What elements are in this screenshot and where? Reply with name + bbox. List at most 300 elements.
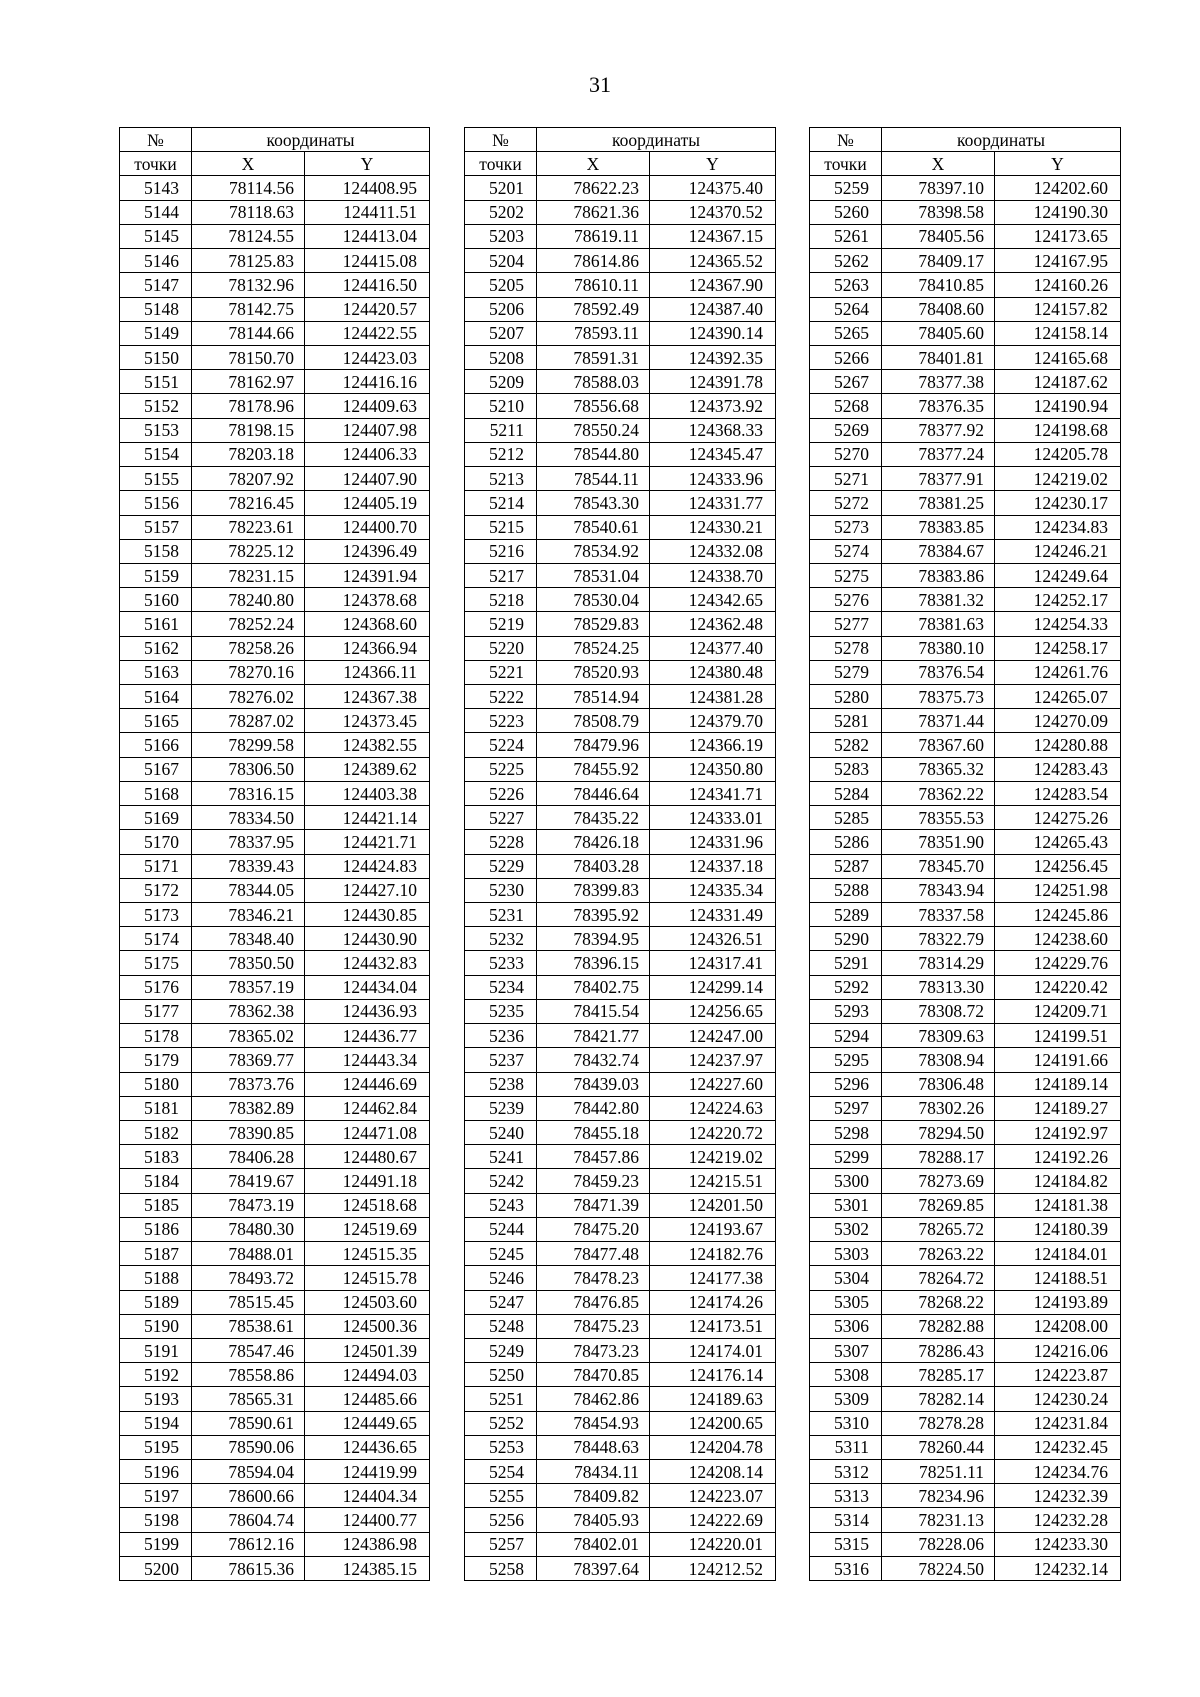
x-coordinate: 78402.01 xyxy=(537,1532,650,1556)
x-coordinate: 78384.67 xyxy=(882,539,995,563)
y-coordinate: 124270.09 xyxy=(995,709,1121,733)
y-coordinate: 124199.51 xyxy=(995,1024,1121,1048)
point-number: 5231 xyxy=(465,903,537,927)
coordinates-table-1 xyxy=(119,127,430,1581)
table-row xyxy=(465,927,776,951)
point-number: 5272 xyxy=(810,491,882,515)
table-row xyxy=(120,442,430,466)
point-number: 5236 xyxy=(465,1024,537,1048)
x-coordinate: 78530.04 xyxy=(537,588,650,612)
point-number: 5150 xyxy=(120,345,192,369)
table-row xyxy=(120,588,430,612)
point-number: 5172 xyxy=(120,878,192,902)
table-row xyxy=(465,249,776,273)
y-coordinate: 124173.51 xyxy=(650,1314,776,1338)
table-row xyxy=(465,854,776,878)
header-y: Y xyxy=(305,152,430,176)
header-x: X xyxy=(537,152,650,176)
table-row xyxy=(120,1242,430,1266)
y-coordinate: 124208.14 xyxy=(650,1460,776,1484)
header-coordinates: координаты xyxy=(882,128,1121,152)
y-coordinate: 124256.65 xyxy=(650,999,776,1023)
x-coordinate: 78362.38 xyxy=(192,999,305,1023)
y-coordinate: 124204.78 xyxy=(650,1435,776,1459)
table-row xyxy=(120,1120,430,1144)
point-number: 5247 xyxy=(465,1290,537,1314)
x-coordinate: 78540.61 xyxy=(537,515,650,539)
point-number: 5300 xyxy=(810,1169,882,1193)
point-number: 5251 xyxy=(465,1387,537,1411)
point-number: 5162 xyxy=(120,636,192,660)
coordinates-table-2 xyxy=(464,127,776,1581)
y-coordinate: 124500.36 xyxy=(305,1314,430,1338)
table-row xyxy=(465,224,776,248)
y-coordinate: 124220.42 xyxy=(995,975,1121,999)
x-coordinate: 78225.12 xyxy=(192,539,305,563)
point-number: 5240 xyxy=(465,1120,537,1144)
y-coordinate: 124387.40 xyxy=(650,297,776,321)
header-point-number-bottom: точки xyxy=(465,152,537,176)
y-coordinate: 124421.14 xyxy=(305,806,430,830)
table-row xyxy=(810,903,1121,927)
y-coordinate: 124373.45 xyxy=(305,709,430,733)
y-coordinate: 124184.01 xyxy=(995,1242,1121,1266)
point-number: 5188 xyxy=(120,1266,192,1290)
table-row xyxy=(465,1266,776,1290)
x-coordinate: 78462.86 xyxy=(537,1387,650,1411)
x-coordinate: 78455.18 xyxy=(537,1120,650,1144)
y-coordinate: 124174.26 xyxy=(650,1290,776,1314)
x-coordinate: 78251.11 xyxy=(882,1460,995,1484)
table-row xyxy=(810,370,1121,394)
y-coordinate: 124233.30 xyxy=(995,1532,1121,1556)
table-row xyxy=(810,1193,1121,1217)
x-coordinate: 78322.79 xyxy=(882,927,995,951)
table-row xyxy=(120,999,430,1023)
table-row xyxy=(120,345,430,369)
header-point-number-top: № xyxy=(810,128,882,152)
table-row xyxy=(465,200,776,224)
x-coordinate: 78475.23 xyxy=(537,1314,650,1338)
point-number: 5194 xyxy=(120,1411,192,1435)
y-coordinate: 124390.14 xyxy=(650,321,776,345)
table-row xyxy=(810,1024,1121,1048)
point-number: 5250 xyxy=(465,1363,537,1387)
point-number: 5288 xyxy=(810,878,882,902)
table-row xyxy=(465,1145,776,1169)
table-row xyxy=(465,1556,776,1580)
table-row xyxy=(465,1460,776,1484)
header-row-bottom xyxy=(120,152,430,176)
y-coordinate: 124220.72 xyxy=(650,1120,776,1144)
x-coordinate: 78435.22 xyxy=(537,806,650,830)
point-number: 5305 xyxy=(810,1290,882,1314)
point-number: 5306 xyxy=(810,1314,882,1338)
y-coordinate: 124189.14 xyxy=(995,1072,1121,1096)
table-row xyxy=(120,1217,430,1241)
table-row xyxy=(465,999,776,1023)
table-row xyxy=(120,806,430,830)
x-coordinate: 78493.72 xyxy=(192,1266,305,1290)
x-coordinate: 78228.06 xyxy=(882,1532,995,1556)
table-row xyxy=(120,1145,430,1169)
table-row xyxy=(810,806,1121,830)
y-coordinate: 124422.55 xyxy=(305,321,430,345)
y-coordinate: 124407.98 xyxy=(305,418,430,442)
table-row xyxy=(465,660,776,684)
point-number: 5227 xyxy=(465,806,537,830)
point-number: 5273 xyxy=(810,515,882,539)
x-coordinate: 78207.92 xyxy=(192,467,305,491)
y-coordinate: 124446.69 xyxy=(305,1072,430,1096)
point-number: 5211 xyxy=(465,418,537,442)
y-coordinate: 124174.01 xyxy=(650,1338,776,1362)
table-row xyxy=(465,1508,776,1532)
table-row xyxy=(465,1290,776,1314)
table-row xyxy=(465,1532,776,1556)
point-number: 5234 xyxy=(465,975,537,999)
point-number: 5144 xyxy=(120,200,192,224)
y-coordinate: 124219.02 xyxy=(995,467,1121,491)
table-row xyxy=(810,539,1121,563)
point-number: 5173 xyxy=(120,903,192,927)
y-coordinate: 124265.43 xyxy=(995,830,1121,854)
point-number: 5207 xyxy=(465,321,537,345)
table-row xyxy=(465,733,776,757)
x-coordinate: 78313.30 xyxy=(882,975,995,999)
y-coordinate: 124367.38 xyxy=(305,685,430,709)
y-coordinate: 124189.63 xyxy=(650,1387,776,1411)
point-number: 5151 xyxy=(120,370,192,394)
table-row xyxy=(465,273,776,297)
y-coordinate: 124379.70 xyxy=(650,709,776,733)
header-row-bottom xyxy=(810,152,1121,176)
x-coordinate: 78376.35 xyxy=(882,394,995,418)
point-number: 5237 xyxy=(465,1048,537,1072)
point-number: 5185 xyxy=(120,1193,192,1217)
y-coordinate: 124220.01 xyxy=(650,1532,776,1556)
table-row xyxy=(465,1314,776,1338)
point-number: 5235 xyxy=(465,999,537,1023)
y-coordinate: 124202.60 xyxy=(995,176,1121,200)
x-coordinate: 78531.04 xyxy=(537,563,650,587)
table-row xyxy=(120,200,430,224)
point-number: 5313 xyxy=(810,1484,882,1508)
point-number: 5214 xyxy=(465,491,537,515)
point-number: 5311 xyxy=(810,1435,882,1459)
y-coordinate: 124212.52 xyxy=(650,1556,776,1580)
table-row xyxy=(810,1532,1121,1556)
table-row xyxy=(810,1290,1121,1314)
x-coordinate: 78309.63 xyxy=(882,1024,995,1048)
point-number: 5229 xyxy=(465,854,537,878)
point-number: 5293 xyxy=(810,999,882,1023)
table-row xyxy=(120,1096,430,1120)
y-coordinate: 124436.77 xyxy=(305,1024,430,1048)
table-row xyxy=(120,1024,430,1048)
point-number: 5147 xyxy=(120,273,192,297)
y-coordinate: 124427.10 xyxy=(305,878,430,902)
table-row xyxy=(465,176,776,200)
header-y: Y xyxy=(650,152,776,176)
point-number: 5310 xyxy=(810,1411,882,1435)
x-coordinate: 78439.03 xyxy=(537,1072,650,1096)
y-coordinate: 124377.40 xyxy=(650,636,776,660)
y-coordinate: 124409.63 xyxy=(305,394,430,418)
table-row xyxy=(810,176,1121,200)
table-row xyxy=(120,515,430,539)
table-row xyxy=(120,1460,430,1484)
point-number: 5154 xyxy=(120,442,192,466)
y-coordinate: 124406.33 xyxy=(305,442,430,466)
point-number: 5208 xyxy=(465,345,537,369)
y-coordinate: 124232.39 xyxy=(995,1484,1121,1508)
table-row xyxy=(465,685,776,709)
table-row xyxy=(465,1387,776,1411)
point-number: 5307 xyxy=(810,1338,882,1362)
point-number: 5316 xyxy=(810,1556,882,1580)
point-number: 5263 xyxy=(810,273,882,297)
y-coordinate: 124430.90 xyxy=(305,927,430,951)
table-row xyxy=(810,297,1121,321)
y-coordinate: 124246.21 xyxy=(995,539,1121,563)
table-row xyxy=(120,975,430,999)
table-row xyxy=(465,1338,776,1362)
y-coordinate: 124503.60 xyxy=(305,1290,430,1314)
table-row xyxy=(120,1532,430,1556)
point-number: 5230 xyxy=(465,878,537,902)
x-coordinate: 78260.44 xyxy=(882,1435,995,1459)
x-coordinate: 78234.96 xyxy=(882,1484,995,1508)
x-coordinate: 78619.11 xyxy=(537,224,650,248)
table-row xyxy=(120,321,430,345)
x-coordinate: 78268.22 xyxy=(882,1290,995,1314)
y-coordinate: 124176.14 xyxy=(650,1363,776,1387)
x-coordinate: 78621.36 xyxy=(537,200,650,224)
point-number: 5167 xyxy=(120,757,192,781)
point-number: 5285 xyxy=(810,806,882,830)
table-row xyxy=(465,1217,776,1241)
table-row xyxy=(810,1338,1121,1362)
y-coordinate: 124265.07 xyxy=(995,685,1121,709)
x-coordinate: 78231.15 xyxy=(192,563,305,587)
x-coordinate: 78334.50 xyxy=(192,806,305,830)
y-coordinate: 124190.94 xyxy=(995,394,1121,418)
table-row xyxy=(465,757,776,781)
table-row xyxy=(810,588,1121,612)
point-number: 5274 xyxy=(810,539,882,563)
table-row xyxy=(810,733,1121,757)
table-row xyxy=(810,878,1121,902)
x-coordinate: 78409.82 xyxy=(537,1484,650,1508)
y-coordinate: 124335.34 xyxy=(650,878,776,902)
y-coordinate: 124424.83 xyxy=(305,854,430,878)
point-number: 5184 xyxy=(120,1169,192,1193)
x-coordinate: 78252.24 xyxy=(192,612,305,636)
y-coordinate: 124283.54 xyxy=(995,781,1121,805)
table-row xyxy=(465,394,776,418)
table-row xyxy=(120,878,430,902)
x-coordinate: 78524.25 xyxy=(537,636,650,660)
table-row xyxy=(120,757,430,781)
x-coordinate: 78396.15 xyxy=(537,951,650,975)
y-coordinate: 124165.68 xyxy=(995,345,1121,369)
x-coordinate: 78144.66 xyxy=(192,321,305,345)
table-row xyxy=(810,927,1121,951)
x-coordinate: 78114.56 xyxy=(192,176,305,200)
x-coordinate: 78455.92 xyxy=(537,757,650,781)
header-row-top xyxy=(465,128,776,152)
table-row xyxy=(120,1411,430,1435)
table-row xyxy=(465,515,776,539)
point-number: 5157 xyxy=(120,515,192,539)
point-number: 5219 xyxy=(465,612,537,636)
point-number: 5148 xyxy=(120,297,192,321)
x-coordinate: 78550.24 xyxy=(537,418,650,442)
point-number: 5304 xyxy=(810,1266,882,1290)
point-number: 5303 xyxy=(810,1242,882,1266)
y-coordinate: 124449.65 xyxy=(305,1411,430,1435)
point-number: 5152 xyxy=(120,394,192,418)
x-coordinate: 78365.02 xyxy=(192,1024,305,1048)
table-row xyxy=(810,1556,1121,1580)
point-number: 5253 xyxy=(465,1435,537,1459)
x-coordinate: 78377.38 xyxy=(882,370,995,394)
x-coordinate: 78480.30 xyxy=(192,1217,305,1241)
point-number: 5171 xyxy=(120,854,192,878)
y-coordinate: 124193.67 xyxy=(650,1217,776,1241)
y-coordinate: 124283.43 xyxy=(995,757,1121,781)
y-coordinate: 124187.62 xyxy=(995,370,1121,394)
x-coordinate: 78558.86 xyxy=(192,1363,305,1387)
table-row xyxy=(810,1460,1121,1484)
x-coordinate: 78216.45 xyxy=(192,491,305,515)
y-coordinate: 124471.08 xyxy=(305,1120,430,1144)
table-row xyxy=(120,394,430,418)
point-number: 5260 xyxy=(810,200,882,224)
y-coordinate: 124403.38 xyxy=(305,781,430,805)
x-coordinate: 78357.19 xyxy=(192,975,305,999)
y-coordinate: 124345.47 xyxy=(650,442,776,466)
point-number: 5191 xyxy=(120,1338,192,1362)
x-coordinate: 78314.29 xyxy=(882,951,995,975)
y-coordinate: 124216.06 xyxy=(995,1338,1121,1362)
point-number: 5183 xyxy=(120,1145,192,1169)
table-row xyxy=(120,636,430,660)
point-number: 5199 xyxy=(120,1532,192,1556)
y-coordinate: 124366.11 xyxy=(305,660,430,684)
point-number: 5213 xyxy=(465,467,537,491)
x-coordinate: 78399.83 xyxy=(537,878,650,902)
y-coordinate: 124396.49 xyxy=(305,539,430,563)
table-row xyxy=(810,854,1121,878)
x-coordinate: 78162.97 xyxy=(192,370,305,394)
y-coordinate: 124201.50 xyxy=(650,1193,776,1217)
point-number: 5243 xyxy=(465,1193,537,1217)
y-coordinate: 124420.57 xyxy=(305,297,430,321)
point-number: 5278 xyxy=(810,636,882,660)
page-number: 31 xyxy=(589,72,611,97)
table-row xyxy=(120,927,430,951)
x-coordinate: 78477.48 xyxy=(537,1242,650,1266)
table-row xyxy=(810,200,1121,224)
x-coordinate: 78371.44 xyxy=(882,709,995,733)
y-coordinate: 124177.38 xyxy=(650,1266,776,1290)
point-number: 5210 xyxy=(465,394,537,418)
point-number: 5196 xyxy=(120,1460,192,1484)
point-number: 5279 xyxy=(810,660,882,684)
y-coordinate: 124223.07 xyxy=(650,1484,776,1508)
header-point-number-top: № xyxy=(465,128,537,152)
point-number: 5189 xyxy=(120,1290,192,1314)
x-coordinate: 78476.85 xyxy=(537,1290,650,1314)
y-coordinate: 124234.76 xyxy=(995,1460,1121,1484)
point-number: 5228 xyxy=(465,830,537,854)
table-row xyxy=(120,1266,430,1290)
y-coordinate: 124331.77 xyxy=(650,491,776,515)
table-row xyxy=(120,781,430,805)
point-number: 5309 xyxy=(810,1387,882,1411)
table-row xyxy=(465,588,776,612)
table-row xyxy=(810,1363,1121,1387)
coordinates-table-3 xyxy=(809,127,1121,1581)
x-coordinate: 78382.89 xyxy=(192,1096,305,1120)
y-coordinate: 124188.51 xyxy=(995,1266,1121,1290)
point-number: 5282 xyxy=(810,733,882,757)
point-number: 5289 xyxy=(810,903,882,927)
table-row xyxy=(810,515,1121,539)
x-coordinate: 78142.75 xyxy=(192,297,305,321)
x-coordinate: 78150.70 xyxy=(192,345,305,369)
y-coordinate: 124515.35 xyxy=(305,1242,430,1266)
x-coordinate: 78426.18 xyxy=(537,830,650,854)
y-coordinate: 124491.18 xyxy=(305,1169,430,1193)
point-number: 5281 xyxy=(810,709,882,733)
point-number: 5266 xyxy=(810,345,882,369)
x-coordinate: 78282.88 xyxy=(882,1314,995,1338)
x-coordinate: 78178.96 xyxy=(192,394,305,418)
point-number: 5197 xyxy=(120,1484,192,1508)
point-number: 5262 xyxy=(810,249,882,273)
y-coordinate: 124501.39 xyxy=(305,1338,430,1362)
point-number: 5312 xyxy=(810,1460,882,1484)
table-row xyxy=(465,878,776,902)
point-number: 5275 xyxy=(810,563,882,587)
point-number: 5205 xyxy=(465,273,537,297)
x-coordinate: 78365.32 xyxy=(882,757,995,781)
table-row xyxy=(120,370,430,394)
point-number: 5145 xyxy=(120,224,192,248)
x-coordinate: 78610.11 xyxy=(537,273,650,297)
point-number: 5179 xyxy=(120,1048,192,1072)
x-coordinate: 78224.50 xyxy=(882,1556,995,1580)
point-number: 5166 xyxy=(120,733,192,757)
y-coordinate: 124251.98 xyxy=(995,878,1121,902)
point-number: 5308 xyxy=(810,1363,882,1387)
header-row-top xyxy=(810,128,1121,152)
point-number: 5242 xyxy=(465,1169,537,1193)
x-coordinate: 78543.30 xyxy=(537,491,650,515)
x-coordinate: 78377.92 xyxy=(882,418,995,442)
table-row xyxy=(465,1096,776,1120)
table-row xyxy=(810,709,1121,733)
y-coordinate: 124350.80 xyxy=(650,757,776,781)
point-number: 5201 xyxy=(465,176,537,200)
point-number: 5259 xyxy=(810,176,882,200)
point-number: 5255 xyxy=(465,1484,537,1508)
x-coordinate: 78454.93 xyxy=(537,1411,650,1435)
point-number: 5265 xyxy=(810,321,882,345)
